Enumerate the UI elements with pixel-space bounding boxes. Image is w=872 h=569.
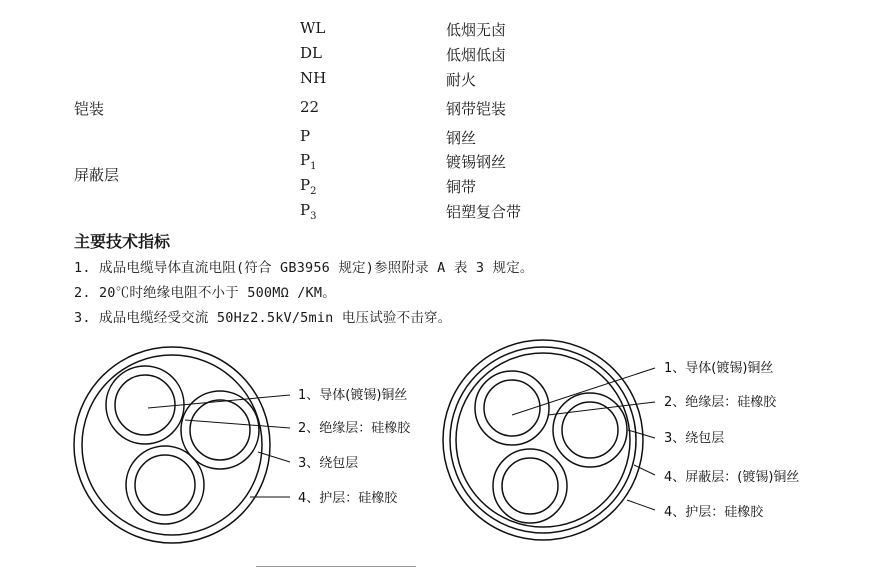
- code-value: P: [300, 127, 311, 145]
- code-category: 屏蔽层: [74, 166, 120, 184]
- diagram-label: 1、导体(镀锡)铜丝: [298, 388, 408, 403]
- code-value: $P_3$: [300, 201, 317, 222]
- diagram-label: 4、屏蔽层：(镀锡)铜丝: [664, 470, 800, 485]
- diagram-label: 3、绕包层: [664, 431, 725, 446]
- core-insulation: [475, 371, 549, 445]
- core-insulation: [553, 393, 627, 467]
- code-description: 低烟无卤: [446, 21, 507, 39]
- spec-item: 2. 20℃时绝缘电阻不小于 500MΩ /KM。: [74, 285, 336, 301]
- code-value: 22: [300, 98, 320, 116]
- code-value: WL: [300, 19, 326, 37]
- code-description: 钢带铠装: [446, 100, 507, 118]
- code-description: 耐火: [446, 71, 477, 89]
- code-category: 铠装: [74, 100, 105, 118]
- section-title: 主要技术指标: [74, 232, 171, 251]
- code-value: $P_2$: [300, 176, 317, 197]
- code-description: 镀锡钢丝: [446, 153, 507, 171]
- leader-line: [627, 500, 655, 510]
- wrapping-layer-circle: [456, 353, 630, 527]
- code-value: DL: [300, 44, 322, 62]
- spec-item: 3. 成品电缆经受交流 50Hz2.5kV/5min 电压试验不击穿。: [74, 310, 452, 326]
- core-conductor: [484, 380, 540, 436]
- core-conductor: [502, 458, 558, 514]
- code-value: NH: [300, 69, 327, 87]
- code-description: 铜带: [446, 178, 477, 196]
- leader-line: [628, 430, 655, 438]
- diagram-label: 4、护层：硅橡胶: [298, 491, 398, 506]
- leader-line: [512, 368, 655, 415]
- divider: [256, 566, 416, 567]
- diagram-label: 4、护层：硅橡胶: [664, 505, 764, 520]
- diagram-label: 1、导体(镀锡)铜丝: [664, 361, 774, 376]
- code-value: $P_1$: [300, 151, 317, 172]
- code-description: 钢丝: [446, 129, 477, 147]
- diagram-label: 3、绕包层: [298, 456, 359, 471]
- spec-item: 1. 成品电缆导体直流电阻(符合 GB3956 规定)参照附录 A 表 3 规定。: [74, 260, 534, 276]
- code-description: 铝塑复合带: [446, 203, 522, 221]
- shield-layer-circle: [450, 347, 636, 533]
- diagram-label: 2、绝缘层：硅橡胶: [664, 395, 777, 410]
- diagram-label: 2、绝缘层：硅橡胶: [298, 421, 411, 436]
- code-description: 低烟低卤: [446, 46, 507, 64]
- core-insulation: [493, 449, 567, 523]
